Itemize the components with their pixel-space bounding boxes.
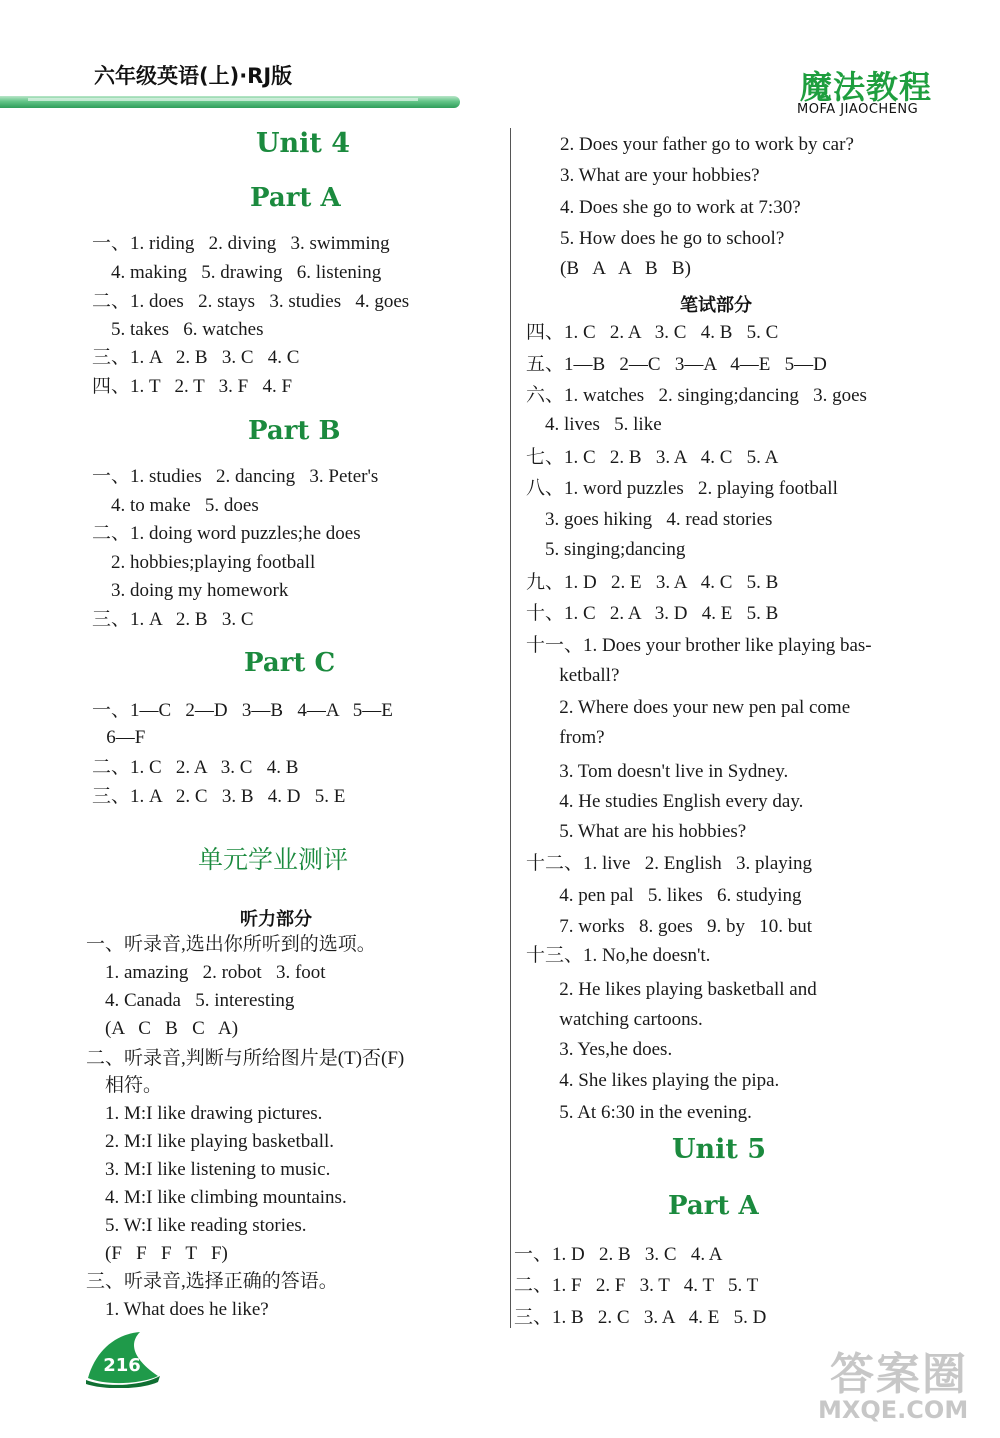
answer-line: 一、听录音,选出你所听到的选项。 (86, 934, 376, 955)
answer-line: 二、1. doing word puzzles;he does (92, 523, 361, 544)
answer-line: watching cartoons. (526, 1009, 703, 1030)
answer-line: 一、1. studies 2. dancing 3. Peter's (92, 466, 379, 487)
answer-line: 一、1. riding 2. diving 3. swimming (92, 233, 390, 254)
answer-line: from? (526, 727, 605, 748)
answer-line: 5. How does he go to school? (560, 228, 785, 249)
answer-line: 2. Where does your new pen pal come (526, 697, 851, 718)
answer-line: 六、1. watches 2. singing;dancing 3. goes (526, 385, 867, 406)
answer-line: 三、1. A 2. C 3. B 4. D 5. E (92, 786, 346, 807)
answer-line: (A C B C A) (86, 1018, 239, 1039)
answer-line: (B A A B B) (560, 258, 691, 279)
answer-line: 2. hobbies;playing football (92, 552, 316, 573)
answer-line: 5. What are his hobbies? (526, 821, 747, 842)
brand-logo-text: 魔法教程 (800, 68, 933, 106)
part-b-title: Part B (248, 416, 341, 446)
answer-line: 十三、1. No,he doesn't. (526, 945, 711, 966)
book-title: 六年级英语(上)·RJ版 (94, 64, 293, 88)
part-c-title: Part C (244, 648, 336, 678)
answer-line: 五、1—B 2—C 3—A 4—E 5—D (526, 354, 827, 375)
watermark-url: MXQE.COM (818, 1396, 969, 1424)
answer-line: 3. Yes,he does. (526, 1039, 673, 1060)
answer-line: 二、1. F 2. F 3. T 4. T 5. T (514, 1275, 759, 1296)
answer-line: 4. to make 5. does (92, 495, 259, 516)
answer-line: 十、1. C 2. A 3. D 4. E 5. B (526, 603, 779, 624)
answer-line: 1. M:I like drawing pictures. (86, 1103, 323, 1124)
answer-line: 四、1. C 2. A 3. C 4. B 5. C (526, 322, 779, 343)
brand-pinyin: MOFA JIAOCHENG (797, 102, 919, 117)
answer-line: 5. singing;dancing (526, 539, 686, 560)
unit-4-title: Unit 4 (256, 128, 351, 159)
watermark-text: 答案圈 (830, 1349, 968, 1400)
answer-line: 3. Tom doesn't live in Sydney. (526, 761, 789, 782)
answer-line: 5. takes 6. watches (92, 319, 264, 340)
answer-line: 二、1. C 2. A 3. C 4. B (92, 757, 299, 778)
answer-line: (F F F T F) (86, 1243, 228, 1264)
answer-line: 4. Canada 5. interesting (86, 990, 295, 1011)
answer-line: 二、听录音,判断与所给图片是(T)否(F) (86, 1048, 405, 1069)
answer-line: 三、1. B 2. C 3. A 4. E 5. D (514, 1307, 767, 1328)
answer-line: 3. What are your hobbies? (560, 165, 760, 186)
answer-line: 四、1. T 2. T 3. F 4. F (92, 376, 293, 397)
answer-line: 三、1. A 2. B 3. C 4. C (92, 347, 300, 368)
unit-5-part-a-title: Part A (668, 1191, 759, 1221)
answer-line: 相符。 (86, 1075, 163, 1096)
page-number: 216 (103, 1355, 141, 1376)
answer-line: 一、1—C 2—D 3—B 4—A 5—E (92, 700, 393, 721)
answer-line: 2. M:I like playing basketball. (86, 1131, 335, 1152)
listening-title: 听力部分 (240, 909, 312, 930)
answer-line: 2. Does your father go to work by car? (560, 134, 854, 155)
header-bar (0, 96, 460, 108)
answer-line: 4. lives 5. like (526, 414, 662, 435)
answer-line: 4. He studies English every day. (526, 791, 804, 812)
written-title: 笔试部分 (680, 295, 752, 316)
answer-line: 一、1. D 2. B 3. C 4. A (514, 1244, 723, 1265)
answer-line: 十一、1. Does your brother like playing bas- (526, 635, 872, 656)
column-divider (510, 128, 511, 1328)
answer-line: 十二、1. live 2. English 3. playing (526, 853, 813, 874)
unit-5-title: Unit 5 (672, 1134, 767, 1165)
answer-line: 三、听录音,选择正确的答语。 (86, 1271, 338, 1292)
answer-line: 4. pen pal 5. likes 6. studying (526, 885, 802, 906)
answer-line: 九、1. D 2. E 3. A 4. C 5. B (526, 572, 779, 593)
part-a-title: Part A (250, 183, 341, 213)
answer-line: 3. doing my homework (92, 580, 289, 601)
answer-line: 1. amazing 2. robot 3. foot (86, 962, 326, 983)
answer-line: 5. W:I like reading stories. (86, 1215, 307, 1236)
answer-line: 2. He likes playing basketball and (526, 979, 817, 1000)
answer-line: 4. M:I like climbing mountains. (86, 1187, 347, 1208)
answer-line: 4. making 5. drawing 6. listening (92, 262, 382, 283)
assessment-title: 单元学业测评 (198, 845, 349, 874)
answer-line: ketball? (526, 665, 620, 686)
answer-line: 三、1. A 2. B 3. C (92, 609, 254, 630)
answer-line: 1. What does he like? (86, 1299, 269, 1320)
answer-line: 6—F (92, 727, 146, 748)
answer-line: 5. At 6:30 in the evening. (526, 1102, 752, 1123)
answer-line: 4. Does she go to work at 7:30? (560, 197, 801, 218)
answer-line: 3. M:I like listening to music. (86, 1159, 331, 1180)
answer-line: 八、1. word puzzles 2. playing football (526, 478, 838, 499)
answer-line: 3. goes hiking 4. read stories (526, 509, 773, 530)
answer-line: 4. She likes playing the pipa. (526, 1070, 780, 1091)
answer-line: 7. works 8. goes 9. by 10. but (526, 916, 813, 937)
answer-line: 二、1. does 2. stays 3. studies 4. goes (92, 291, 410, 312)
answer-line: 七、1. C 2. B 3. A 4. C 5. A (526, 447, 779, 468)
